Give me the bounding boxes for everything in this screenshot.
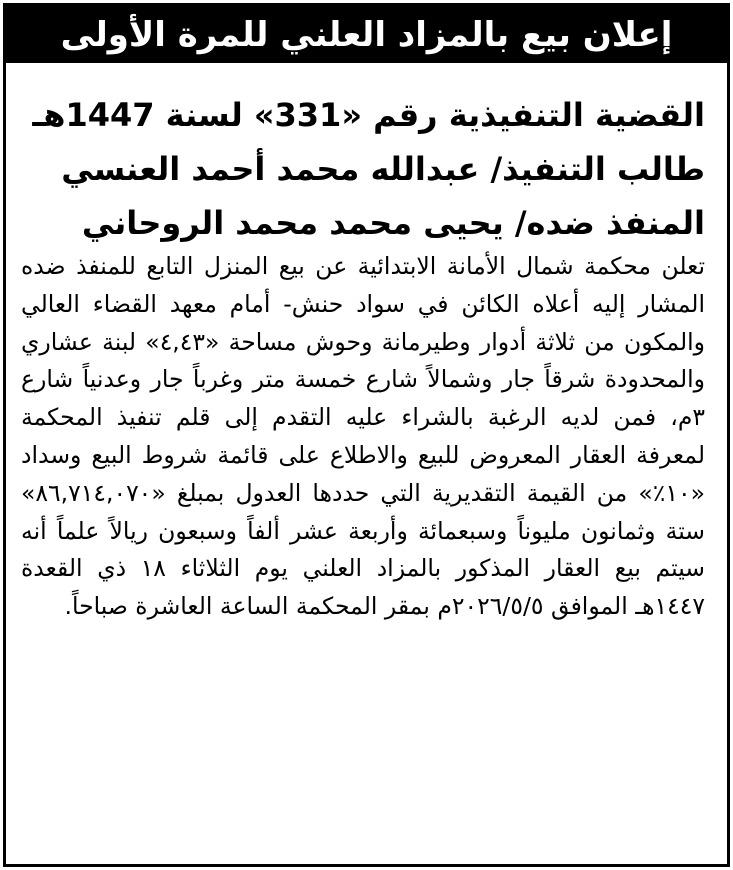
auction-notice (3, 3, 730, 867)
notice-title: إعلان بيع بالمزاد العلني للمرة الأولى (60, 14, 673, 55)
notice-body: تعلن محكمة شمال الأمانة الابتدائية عن بيع المنزل التابع للمنفذ ضده المشار إليه أعلاه الكائن في سواد حنش- أمام معهد القضاء العالي والمكون من ثلاثة أدوار وطيرمانة وحوش مساحة «٤,٤٣» لبنة عشاري والمحدودة شرقاً جار وشمالاً شارع خمسة متر وغرباً جار وعدنياً شارع ٣م، فمن لديه الرغبة بالشراء عليه التقدم إلى قلم تنفيذ المحكمة لمعرفة العقار المعروض للبيع والاطلاع على قائمة شروط البيع وسداد «١٠٪» من القيمة التقديرية التي حددها العدول بمبلغ «٨٦,٧١٤,٠٧٠» ستة وثمانون مليوناً وسبعمائة وأربعة عشر ألفاً وسبعون ريالاً علماً أنه سيتم بيع العقار المذكور بالمزاد العلني يوم الثلاثاء ١٨ ذي القعدة ١٤٤٧هـ الموافق ٢٠٢٦/٥/٥م بمقر المحكمة الساعة العاشرة صباحاً. (21, 252, 705, 621)
case-details (25, 88, 705, 250)
respondent-line: المنفذ ضده/ يحيى محمد محمد الروحاني (81, 204, 705, 242)
case-number-line: القضية التنفيذية رقم «331» لسنة 1447هـ (32, 96, 705, 134)
notice-title-banner (6, 6, 727, 63)
applicant-line: طالب التنفيذ/ عبدالله محمد أحمد العنسي (61, 150, 705, 188)
